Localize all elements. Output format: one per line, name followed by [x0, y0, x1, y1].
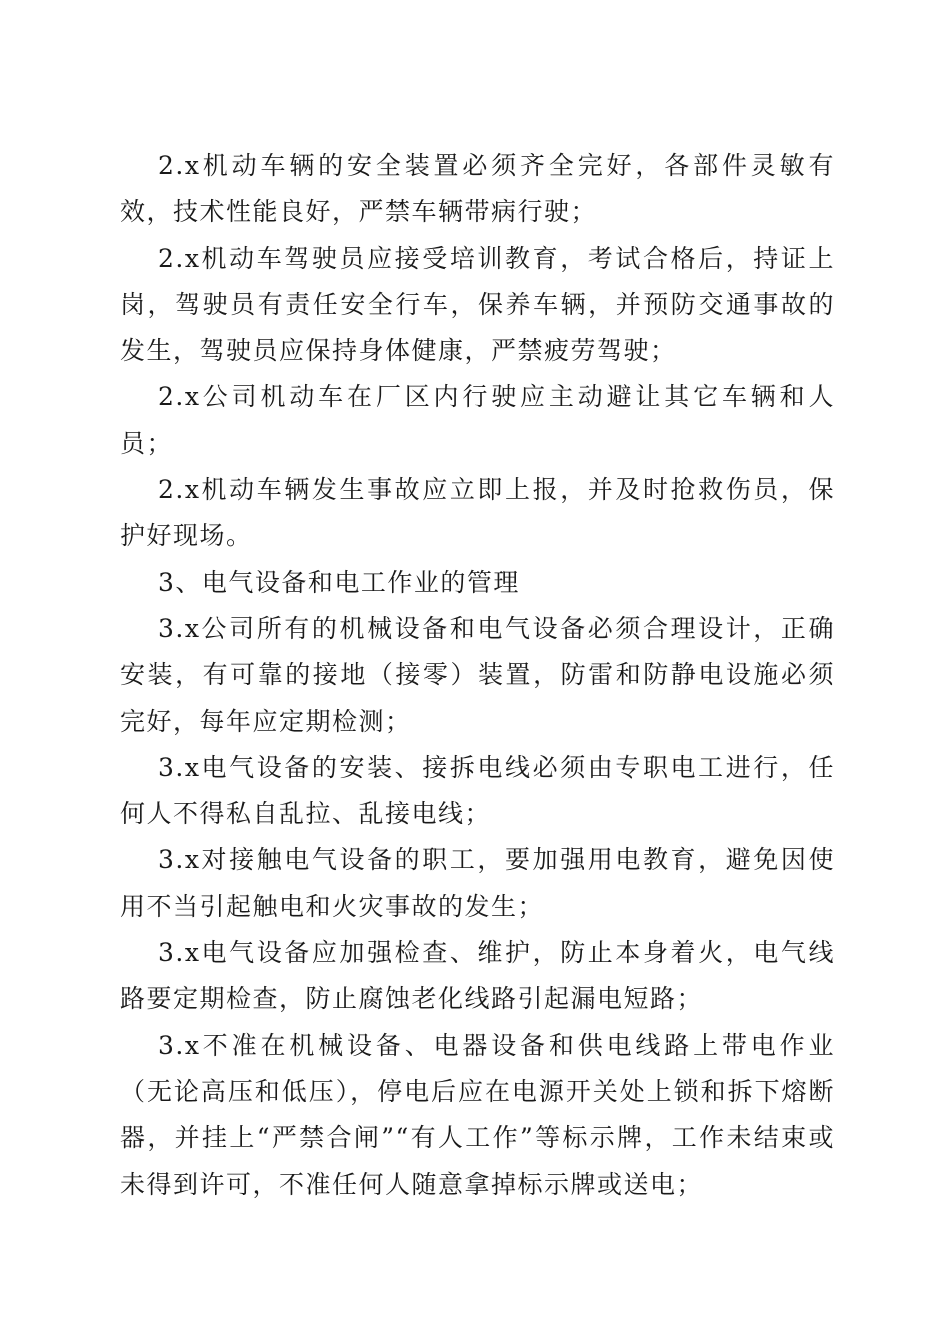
- paragraph-inspection-maintenance: 3.x电气设备应加强检查、维护，防止本身着火，电气线路要定期检查，防止腐蚀老化线路引起漏电短路；: [120, 938, 835, 1014]
- paragraph-wiring-installation: 3.x电气设备的安装、接拆电线必须由专职电工进行，任何人不得私自乱拉、乱接电线；: [120, 752, 835, 829]
- paragraph-vehicle-safety-devices: 2.x机动车辆的安全装置必须齐全完好，各部件灵敏有效，技术性能良好，严禁车辆带病行驶；: [120, 151, 835, 227]
- paragraph-accident-report: 2.x机动车辆发生事故应立即上报，并及时抢救伤员，保护好现场。: [120, 475, 835, 551]
- paragraph-plant-driving: 2.x公司机动车在厂区内行驶应主动避让其它车辆和人员；: [120, 382, 835, 458]
- paragraph-electrical-education: 3.x对接触电气设备的职工，要加强用电教育，避免因使用不当引起触电和火灾事故的发生；: [120, 845, 835, 921]
- paragraph-driver-training: 2.x机动车驾驶员应接受培训教育，考试合格后，持证上岗，驾驶员有责任安全行车，保养车辆，并预防交通事故的发生，驾驶员应保持身体健康，严禁疲劳驾驶；: [120, 243, 835, 366]
- document-body: [120, 143, 835, 1208]
- section-heading-electrical: 3、电气设备和电工作业的管理: [158, 567, 520, 597]
- paragraph-live-work-prohibition: 3.x不准在机械设备、电器设备和供电线路上带电作业（无论高压和低压），停电后应在电源开关处上锁和拆下熔断器，并挂上“严禁合闸”“有人工作”等标示牌，工作未结束或未得到许可，不准任何人随意拿掉标示牌或送电；: [120, 1030, 835, 1199]
- paragraph-equipment-grounding: 3.x公司所有的机械设备和电气设备必须合理设计，正确安装，有可靠的接地（接零）装置，防雷和防静电设施必须完好，每年应定期检测；: [120, 613, 835, 736]
